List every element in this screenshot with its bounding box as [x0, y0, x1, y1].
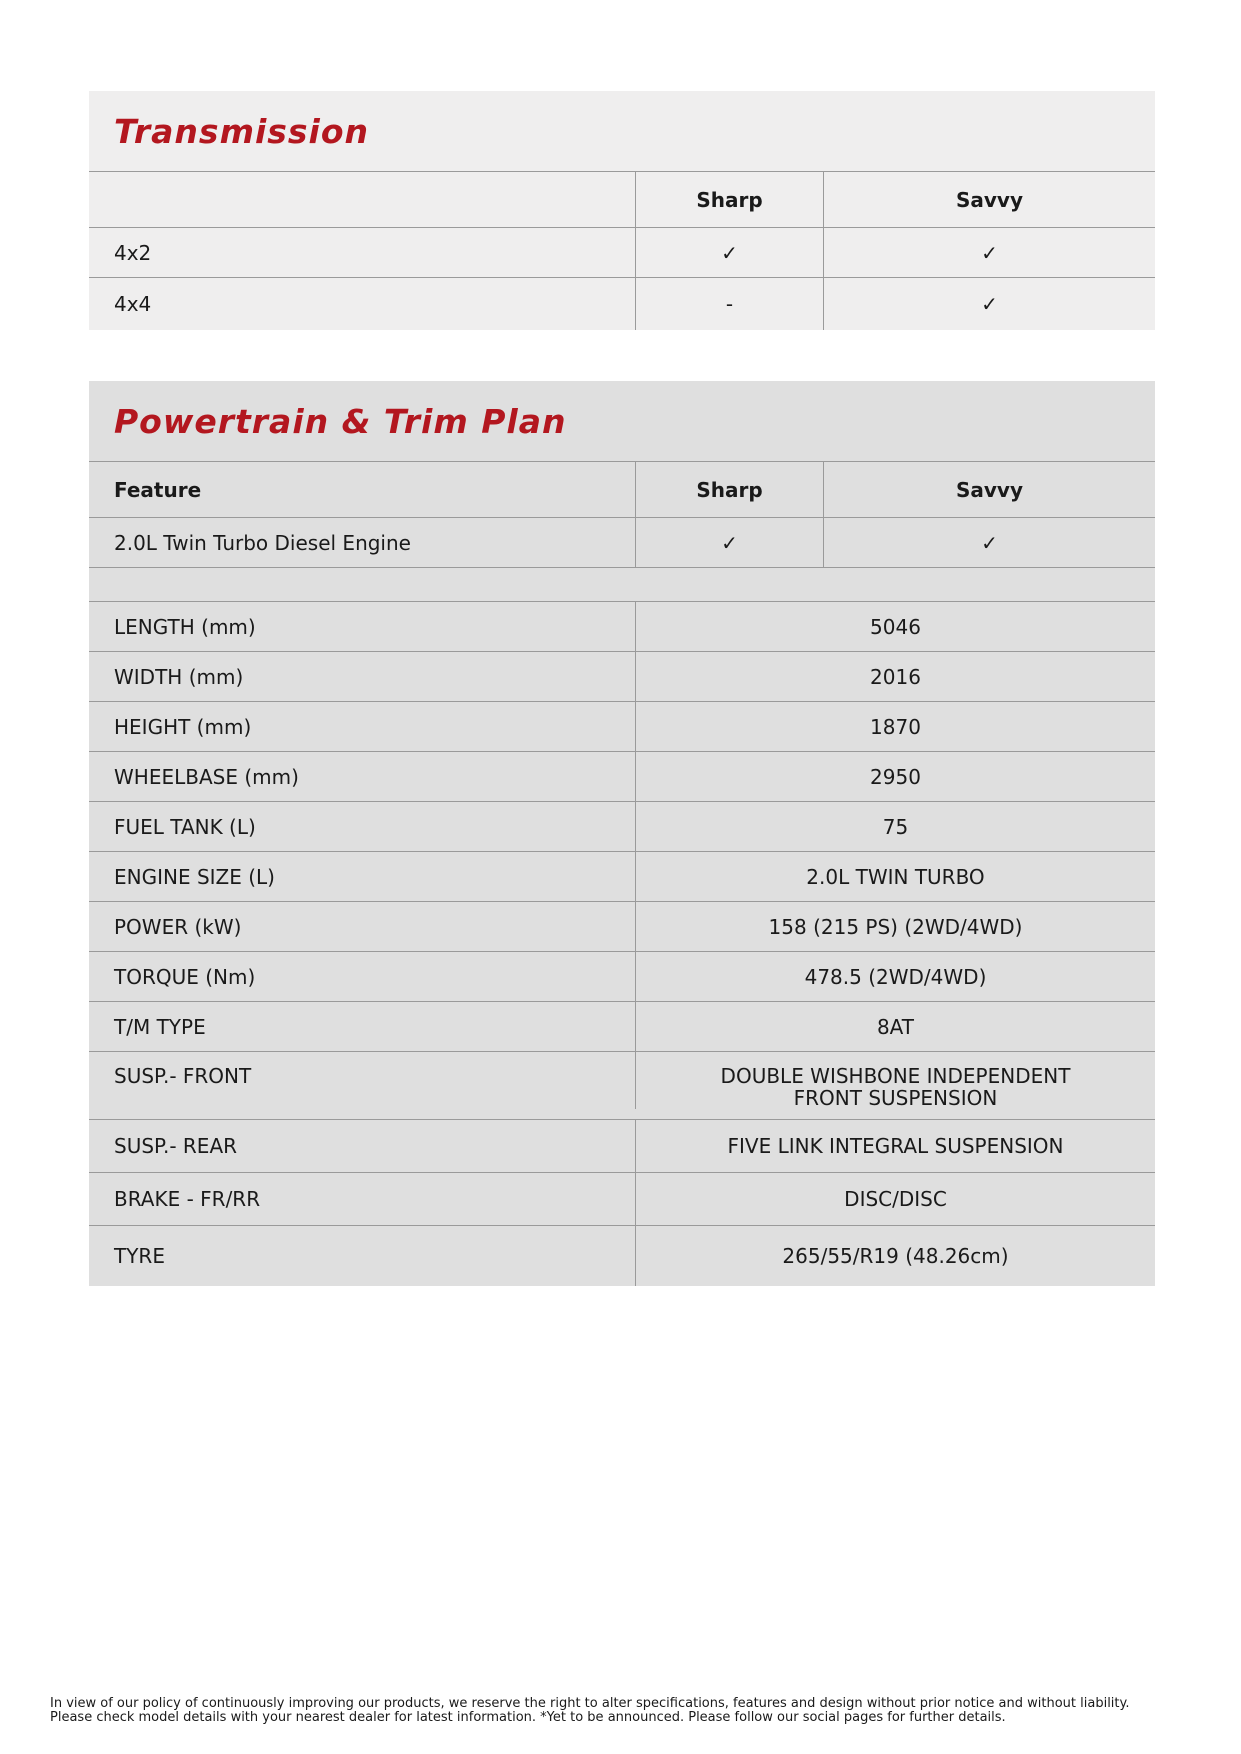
spec-label: WIDTH (mm)	[114, 664, 244, 689]
savvy-value: ✓	[823, 518, 1155, 567]
spec-row	[89, 1225, 1155, 1286]
spec-value-line2: FRONT SUSPENSION	[793, 1086, 998, 1110]
spec-label: TORQUE (Nm)	[114, 964, 256, 989]
transmission-section	[89, 91, 1155, 330]
spec-label: POWER (kW)	[114, 914, 242, 939]
savvy-value: ✓	[823, 278, 1155, 330]
sharp-value: ✓	[635, 518, 823, 567]
spec-label: SUSP.- FRONT	[114, 1064, 252, 1088]
spec-row	[89, 851, 1155, 901]
spec-row	[89, 1172, 1155, 1225]
spec-row	[89, 951, 1155, 1001]
spec-label: T/M TYPE	[114, 1014, 206, 1039]
transmission-header-row	[89, 171, 1155, 227]
sharp-value: -	[635, 278, 823, 330]
row-label: 4x2	[114, 240, 152, 265]
spec-value: 1870	[635, 702, 1155, 751]
spec-value: 265/55/R19 (48.26cm)	[635, 1226, 1155, 1286]
spec-value: 5046	[635, 602, 1155, 651]
table-row	[89, 517, 1155, 567]
sharp-value: ✓	[635, 228, 823, 277]
spec-value-line1: DOUBLE WISHBONE INDEPENDENT	[720, 1064, 1071, 1088]
savvy-value: ✓	[823, 228, 1155, 277]
spec-label: BRAKE - FR/RR	[114, 1187, 261, 1211]
spec-value: 75	[635, 802, 1155, 851]
spec-row	[89, 1001, 1155, 1051]
header-feature-cell: Feature	[114, 477, 202, 502]
header-savvy-cell: Savvy	[823, 462, 1155, 517]
spec-value: FIVE LINK INTEGRAL SUSPENSION	[635, 1120, 1155, 1172]
header-sharp-cell: Sharp	[635, 172, 823, 227]
spec-label: HEIGHT (mm)	[114, 714, 252, 739]
spec-row	[89, 801, 1155, 851]
header-savvy-cell: Savvy	[823, 172, 1155, 227]
table-spacer	[89, 567, 1155, 601]
header-label-cell	[89, 172, 635, 227]
spec-value: DISC/DISC	[635, 1173, 1155, 1225]
spec-value: 2016	[635, 652, 1155, 701]
spec-label: SUSP.- REAR	[114, 1134, 238, 1158]
spec-row	[89, 601, 1155, 651]
spec-value: 8AT	[635, 1002, 1155, 1051]
spec-value: 2.0L TWIN TURBO	[635, 852, 1155, 901]
spec-label: LENGTH (mm)	[114, 614, 256, 639]
row-label: 2.0L Twin Turbo Diesel Engine	[114, 530, 411, 555]
spec-row	[89, 651, 1155, 701]
powertrain-header-row	[89, 461, 1155, 517]
spec-row	[89, 751, 1155, 801]
spec-value: 2950	[635, 752, 1155, 801]
spec-row	[89, 901, 1155, 951]
spec-label: TYRE	[114, 1244, 165, 1268]
powertrain-title: Powertrain & Trim Plan	[114, 401, 567, 441]
transmission-title: Transmission	[114, 111, 370, 151]
table-row	[89, 227, 1155, 277]
header-sharp-cell: Sharp	[635, 462, 823, 517]
spec-label: FUEL TANK (L)	[114, 814, 256, 839]
row-label: 4x4	[114, 292, 152, 316]
spec-value: 478.5 (2WD/4WD)	[635, 952, 1155, 1001]
spec-row	[89, 1051, 1155, 1119]
spec-label: ENGINE SIZE (L)	[114, 864, 275, 889]
table-row	[89, 277, 1155, 330]
spec-value	[635, 1052, 1155, 1109]
spec-value: 158 (215 PS) (2WD/4WD)	[635, 902, 1155, 951]
spec-row	[89, 701, 1155, 751]
footer-disclaimer: In view of our policy of continuously improving our products, we reserve the right to alter specifications, features and design without prior notice and without liability. Please check model details with your nearest dealer for latest information. *Yet to be announced. Please follow our social pages for further details.	[50, 1696, 1130, 1725]
spec-label: WHEELBASE (mm)	[114, 764, 299, 789]
spec-row	[89, 1119, 1155, 1172]
powertrain-section	[89, 381, 1155, 1286]
